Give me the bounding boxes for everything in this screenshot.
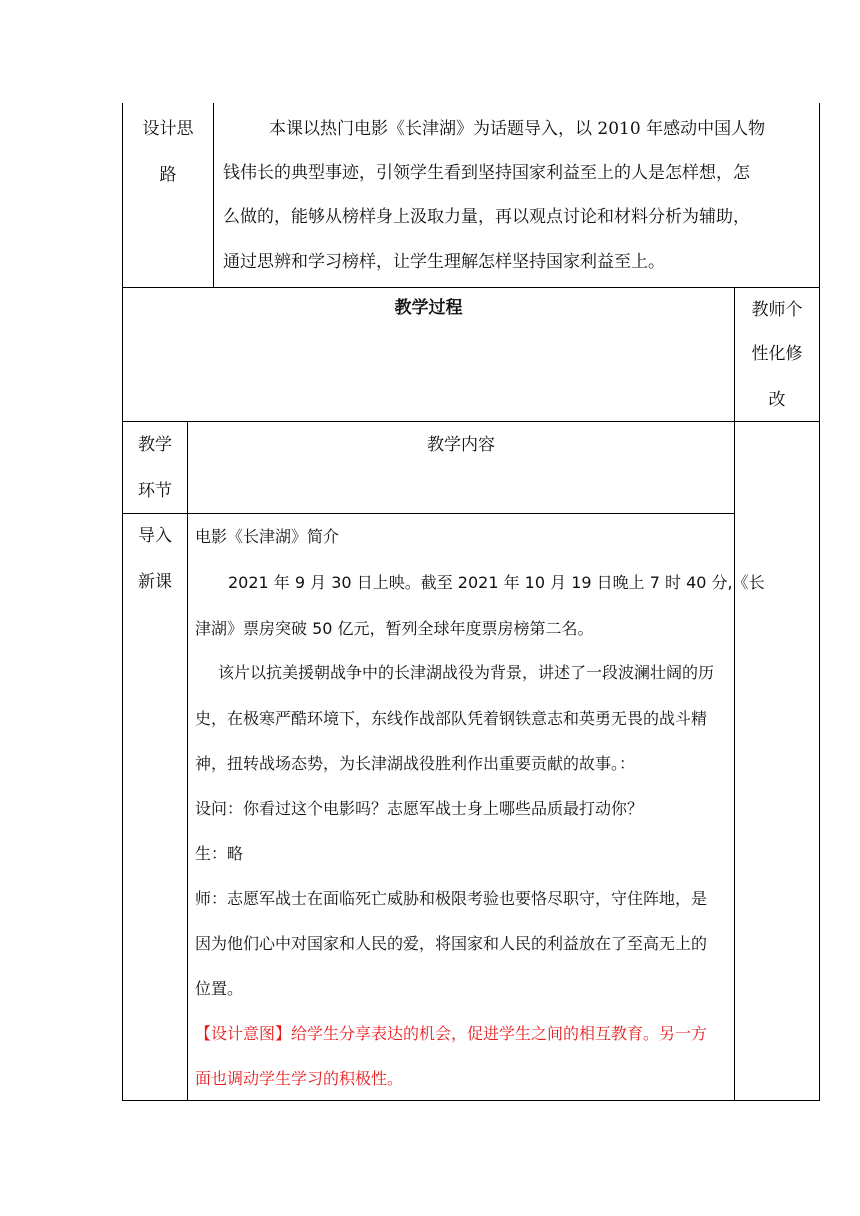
border-line <box>819 103 820 1100</box>
intro-line-1: 电影《长津湖》简介 <box>195 527 340 546</box>
intro-line-2: 2021 年 9 月 30 日上映。截至 2021 年 10 月 19 日晚上 7 时 40 分,《长 <box>228 573 765 592</box>
border-line <box>187 421 188 1101</box>
design-idea-text-line3: 么做的，能够从榜样身上汲取力量，再以观点讨论和材料分析为辅助， <box>223 207 750 227</box>
intro-line-3: 津湖》票房突破 50 亿元，暂列全球年度票房榜第二名。 <box>195 619 594 638</box>
intro-line-9: 师：志愿军战士在面临死亡威胁和极限考验也要恪尽职守，守住阵地，是 <box>195 889 708 908</box>
stage-header-line2: 环节 <box>138 481 172 501</box>
teacher-notes-line3: 改 <box>768 390 786 410</box>
intro-line-8: 生：略 <box>195 844 244 863</box>
intro-line-4: 该片以抗美援朝战争中的长津湖战役为背景，讲述了一段波澜壮阔的历 <box>218 663 715 682</box>
intro-line-11: 位置。 <box>195 979 244 998</box>
border-line <box>122 103 123 288</box>
intro-line-5: 史，在极寒严酷环境下，东线作战部队凭着钢铁意志和英勇无畏的战斗精 <box>195 709 708 728</box>
design-intent-line1: 【设计意图】给学生分享表达的机会，促进学生之间的相互教育。另一方 <box>195 1024 708 1043</box>
teacher-notes-line1: 教师个 <box>751 300 803 320</box>
intro-stage-line2: 新课 <box>138 572 172 592</box>
process-title: 教学过程 <box>394 298 463 318</box>
border-line <box>213 103 214 288</box>
design-idea-text-line2: 钱伟长的典型事迹，引领学生看到坚持国家利益至上的人是怎样想，怎 <box>223 163 750 183</box>
stage-header-line1: 教学 <box>138 435 172 455</box>
design-intent-line2: 面也调动学生学习的积极性。 <box>195 1069 404 1088</box>
design-idea-label-line2: 路 <box>159 165 177 185</box>
teacher-notes-line2: 性化修 <box>751 344 803 364</box>
intro-line-7: 设问：你看过这个电影吗？志愿军战士身上哪些品质最打动你？ <box>195 799 644 818</box>
border-line <box>122 287 123 1101</box>
intro-line-6: 神，扭转战场态势，为长津湖战役胜利作出重要贡献的故事。： <box>195 754 636 773</box>
design-idea-text-line1: 本课以热门电影《长津湖》为话题导入，以 2010 年感动中国人物 <box>269 119 766 139</box>
design-idea-label-line1: 设计思 <box>142 119 194 139</box>
intro-line-10: 因为他们心中对国家和人民的爱，将国家和人民的利益放在了至高无上的 <box>195 934 708 953</box>
content-header: 教学内容 <box>427 435 495 455</box>
design-idea-text-line4: 通过思辨和学习榜样，让学生理解怎样坚持国家利益至上。 <box>223 252 665 272</box>
intro-stage-line1: 导入 <box>138 526 172 546</box>
